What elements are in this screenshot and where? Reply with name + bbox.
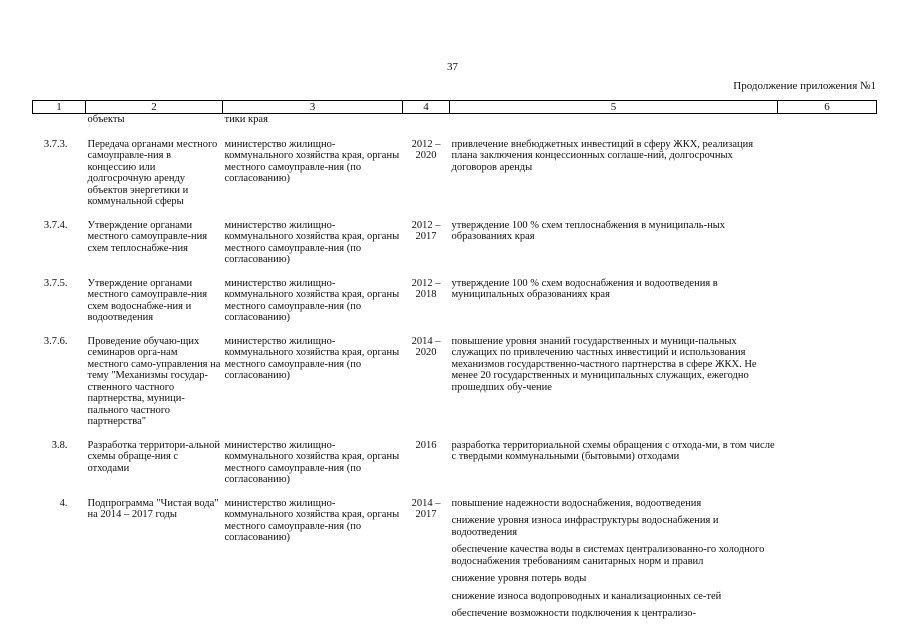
result-item: утверждение 100 % схем теплоснабжения в муниципаль-ных образованиях края — [451, 219, 725, 242]
cell-executor: тики края — [224, 114, 268, 125]
table-row — [33, 495, 877, 635]
cell-extra — [778, 136, 877, 217]
cell-name: Передача органами местного самоуправле-ния в концессию или долгосрочную аренду объектов энергетики и коммунальной сферы — [87, 138, 218, 207]
cell-name: Утверждение органами местного самоуправле-ния схем теплоснабже-ния — [87, 219, 208, 254]
column-header: 2 — [86, 101, 223, 114]
cell-result — [450, 333, 778, 437]
cell-num: 4. — [59, 497, 68, 509]
table-row — [33, 333, 877, 437]
table-row — [33, 437, 877, 495]
cell-executor: министерство жилищно-коммунального хозяйства края, органы местного самоуправле-ния (по согласованию) — [224, 439, 400, 485]
cell-extra — [778, 275, 877, 333]
cell-name: Проведение обучаю-щих семинаров орга-нам местного само-управления на тему "Механизмы государ-ственного частного партнерства, муници-пального частного партнерства" — [87, 335, 221, 427]
result-item: снижение уровня износа инфраструктуры водоснабжения и водоотведения — [451, 515, 719, 538]
column-header: 4 — [403, 101, 450, 114]
cell-extra — [778, 495, 877, 635]
cell-extra — [778, 333, 877, 437]
cell-result — [450, 495, 778, 635]
cell-period — [403, 114, 450, 136]
cell-executor: министерство жилищно-коммунального хозяйства края, органы местного самоуправле-ния (по согласованию) — [224, 497, 400, 543]
result-item: привлечение внебюджетных инвестиций в сферу ЖКХ, реализация плана заключения концессионных соглаше-ний, долгосрочных договоров аренды — [451, 138, 754, 173]
plan-table — [32, 100, 877, 635]
page-number: 37 — [447, 61, 458, 73]
cell-extra — [778, 114, 877, 136]
result-item: снижение уровня потерь воды — [451, 573, 587, 584]
column-header: 1 — [33, 101, 86, 114]
cell-result — [450, 437, 778, 495]
cell-period: 2012 – 2020 — [411, 138, 441, 161]
cell-extra — [778, 217, 877, 275]
column-header: 3 — [223, 101, 403, 114]
header-row — [33, 101, 877, 114]
cell-name: объекты — [87, 114, 125, 125]
result-item: обеспечение качества воды в системах централизованно-го холодного водоснабжения требованиям санитарных норм и правил — [451, 544, 765, 567]
table-row — [33, 136, 877, 217]
cell-result — [450, 136, 778, 217]
cell-period: 2014 – 2020 — [411, 335, 441, 358]
cell-period: 2012 – 2017 — [411, 219, 441, 242]
cell-period: 2016 — [415, 439, 437, 451]
cell-executor: министерство жилищно-коммунального хозяйства края, органы местного самоуправле-ния (по согласованию) — [224, 138, 400, 184]
cell-result — [450, 275, 778, 333]
cell-executor: министерство жилищно-коммунального хозяйства края, органы местного самоуправле-ния (по согласованию) — [224, 277, 400, 323]
result-item: разработка территориальной схемы обращения с отхода-ми, в том числе с твердыми коммунальными (бытовыми) отходами — [451, 439, 775, 462]
cell-name: Подпрограмма "Чистая вода" на 2014 – 2017 годы — [87, 497, 219, 520]
cell-extra — [778, 437, 877, 495]
result-item: повышение надежности водоснабжения, водоотведения — [451, 497, 702, 509]
cell-num: 3.7.3. — [43, 138, 68, 150]
cell-num: 3.7.5. — [43, 277, 68, 289]
carryover-row — [33, 114, 877, 136]
appendix-continuation: Продолжение приложения №1 — [733, 80, 876, 92]
cell-name: Утверждение органами местного самоуправле-ния схем водоснабже-ния и водоотведения — [87, 277, 208, 323]
table-row — [33, 275, 877, 333]
result-item: снижение износа водопроводных и канализационных се-тей — [451, 590, 722, 602]
result-item: утверждение 100 % схем водоснабжения и водоотведения в муниципальных образованиях края — [451, 277, 718, 300]
cell-period: 2012 – 2018 — [411, 277, 441, 300]
cell-executor: министерство жилищно-коммунального хозяйства края, органы местного самоуправле-ния (по согласованию) — [224, 335, 400, 381]
column-header: 5 — [450, 101, 778, 114]
cell-period: 2014 – 2017 — [411, 497, 441, 520]
cell-num: 3.7.6. — [43, 335, 68, 347]
column-header: 6 — [778, 101, 877, 114]
cell-executor: министерство жилищно-коммунального хозяйства края, органы местного самоуправле-ния (по согласованию) — [224, 219, 400, 265]
cell-num: 3.7.4. — [43, 219, 68, 231]
result-item: обеспечение возможности подключения к централизо- — [451, 608, 697, 619]
cell-result — [450, 114, 778, 136]
table-row — [33, 217, 877, 275]
result-item: повышение уровня знаний государственных и муници-пальных служащих по привлечению частных инвестиций и использования механизмов государственно-частного партнерства в сфере ЖКХ. Не менее 20 государственных и муниципальных служащих, ежегодно прошедших обу-чение — [451, 335, 757, 393]
cell-result — [450, 217, 778, 275]
cell-num — [33, 114, 86, 136]
cell-num: 3.8. — [51, 439, 68, 451]
cell-name: Разработка территори-альной схемы обраще-ния с отходами — [87, 439, 221, 474]
